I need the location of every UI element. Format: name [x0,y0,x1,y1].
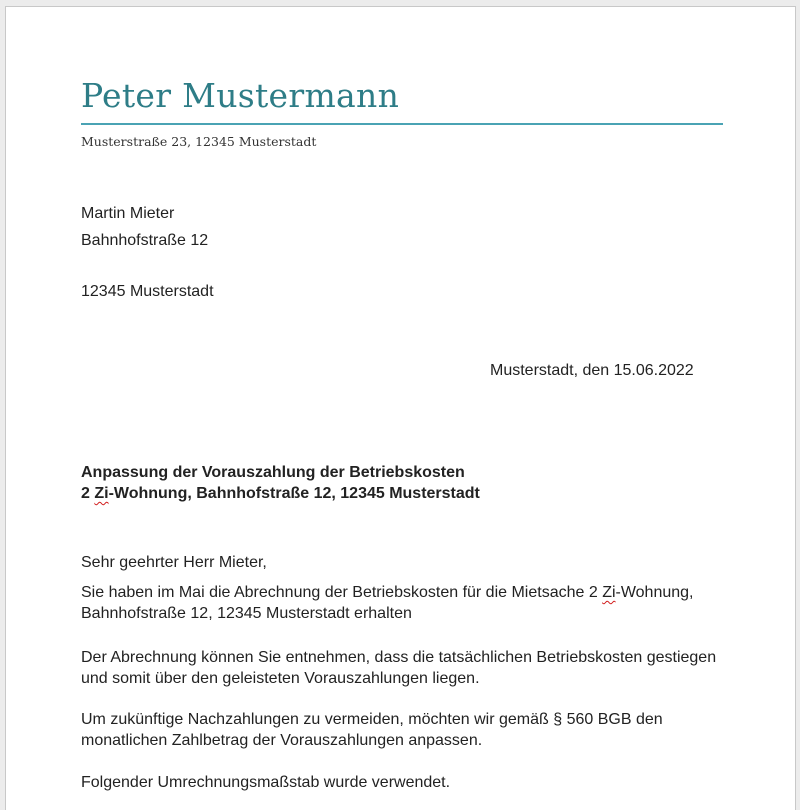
recipient-street: Bahnhofstraße 12 [81,232,209,249]
date-line: Musterstadt, den 15.06.2022 [490,362,694,379]
salutation: Sehr geehrter Herr Mieter, [81,554,267,571]
paragraph-1-line-2: Bahnhofstraße 12, 12345 Musterstadt erhalten [81,605,412,622]
spellcheck-flagged-word[interactable]: Zi [602,584,616,601]
subject-line-2-suffix: -Wohnung, Bahnhofstraße 12, 12345 Musterstadt [108,485,480,502]
subject-line-2-prefix: 2 [81,485,95,502]
paragraph-2-line-2: und somit über den geleisteten Vorauszahlungen liegen. [81,670,480,687]
spellcheck-flagged-word[interactable]: Zi [94,485,109,502]
paragraph-2-line-1: Der Abrechnung können Sie entnehmen, dass die tatsächlichen Betriebskosten gestiegen [81,649,717,666]
recipient-name: Martin Mieter [81,205,175,222]
paragraph-3 [81,709,663,751]
paragraph-1-line-1-prefix: Sie haben im Mai die Abrechnung der Betriebskosten für die Mietsache 2 [81,584,603,601]
sender-address: Musterstraße 23, 12345 Musterstadt [81,134,317,149]
sender-name: Peter Mustermann [81,76,400,115]
header-divider [81,123,723,125]
subject-line-2 [81,483,480,504]
paragraph-1-line-1-suffix: -Wohnung, [615,584,694,601]
document-page[interactable] [5,6,796,810]
paragraph-3-line-1: Um zukünftige Nachzahlungen zu vermeiden, möchten wir gemäß § 560 BGB den [81,711,663,728]
paragraph-1 [81,582,694,624]
recipient-city: 12345 Musterstadt [81,283,214,300]
paragraph-4: Folgender Umrechnungsmaßstab wurde verwendet. [81,774,451,791]
subject-line-1: Anpassung der Vorauszahlung der Betriebskosten [81,464,465,481]
paragraph-2 [81,647,716,689]
subject-block [81,462,480,504]
paragraph-3-line-2: monatlichen Zahlbetrag der Vorauszahlungen anpassen. [81,732,483,749]
paragraph-1-line-1 [81,582,694,603]
